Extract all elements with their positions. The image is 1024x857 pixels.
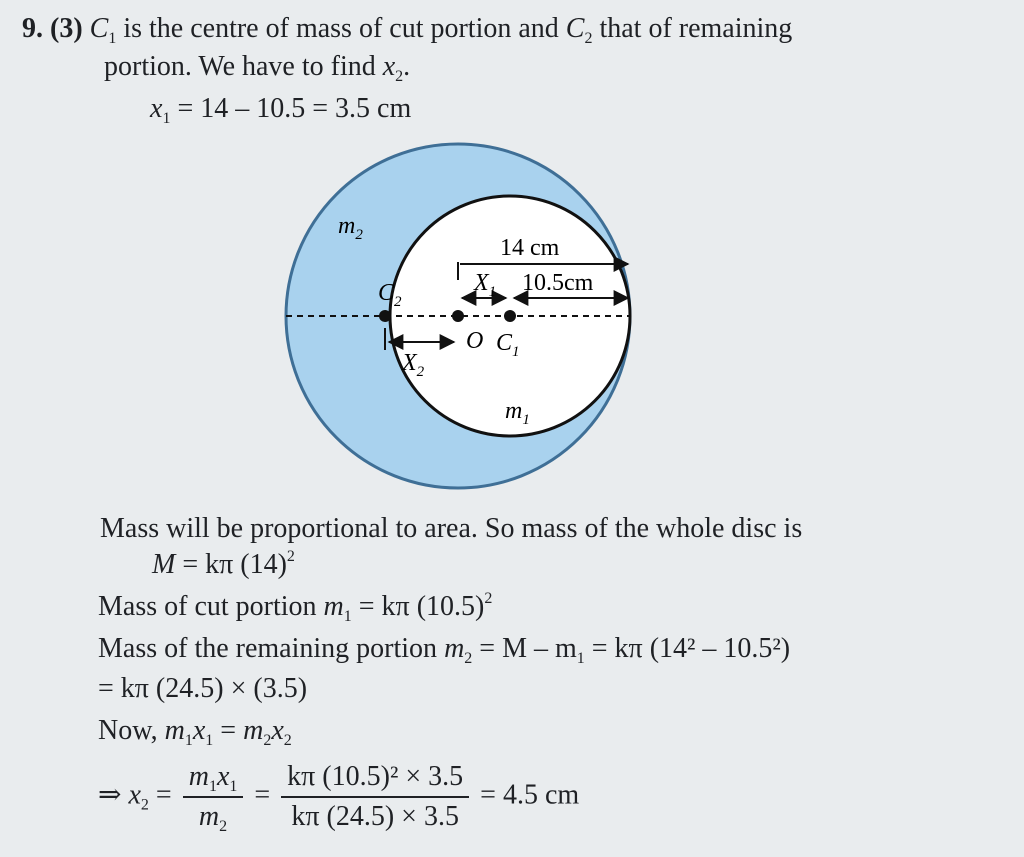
label-x2: $X_2$ bbox=[402, 350, 425, 380]
problem-header-line: 9. (3) $C_1$ is the centre of mass of cut portion and $C_2$ that of remaining bbox=[22, 13, 793, 47]
whole-mass-eq: M = kπ $(14)^2$ bbox=[152, 548, 295, 580]
mass-proportional-text: Mass will be proportional to area. So mass of the whole disc is bbox=[100, 513, 803, 544]
remaining-mass-simplified: = kπ (24.5) × (3.5) bbox=[98, 673, 308, 704]
label-m2: $m_2$ bbox=[338, 213, 363, 243]
answer-option: (3) bbox=[50, 13, 83, 44]
cut-mass-line: Mass of cut portion $m_1 = k\pi$ $(10.5)^2$ bbox=[98, 590, 493, 625]
label-105cm: 10.5cm bbox=[522, 270, 594, 296]
fraction-numeric: $\frac{\text{kπ (10.5)² × 3.5}}{k\pi (24.5) \times 3.5}$ bbox=[281, 760, 469, 834]
intro-text-a: is the centre of mass of cut portion and bbox=[123, 13, 559, 44]
label-14cm: 14 cm bbox=[500, 235, 560, 261]
final-result: = 4.5 cm bbox=[480, 779, 580, 811]
label-o: O bbox=[466, 328, 484, 354]
intro-text-b: that of remaining bbox=[599, 13, 793, 44]
final-equation: ⇒ $x_2$ = $\frac{m_1x_1}{m_2}$ = $\frac{\text{kπ (10.5)² × 3.5}}{k\pi (24.5) \times 3.5}$ = 4.5 cm bbox=[98, 761, 580, 835]
moment-balance-line: Now, $m_1x_1 = m_2x_2$ bbox=[98, 715, 292, 749]
label-x1: $X_1$ bbox=[474, 270, 497, 300]
label-c1: $C_1$ bbox=[496, 330, 520, 360]
x1-equation: $x_1 = 14 - 10.5 = 3.5$ cm bbox=[150, 93, 412, 127]
problem-number: 9. bbox=[22, 13, 43, 44]
label-c2: $C_2$ bbox=[378, 280, 402, 310]
point-c2 bbox=[379, 310, 391, 322]
intro-line-2: portion. We have to find $x_2$. bbox=[104, 51, 411, 85]
point-o bbox=[452, 310, 464, 322]
label-m1: $m_1$ bbox=[505, 398, 530, 428]
point-c1 bbox=[504, 310, 516, 322]
remaining-mass-line: Mass of the remaining portion $m_2 = M - m_1 = k\pi$ (14² – 10.5²) bbox=[98, 633, 791, 667]
fraction-m1x1-over-m2: $\frac{m_1x_1}{m_2}$ bbox=[183, 760, 244, 834]
